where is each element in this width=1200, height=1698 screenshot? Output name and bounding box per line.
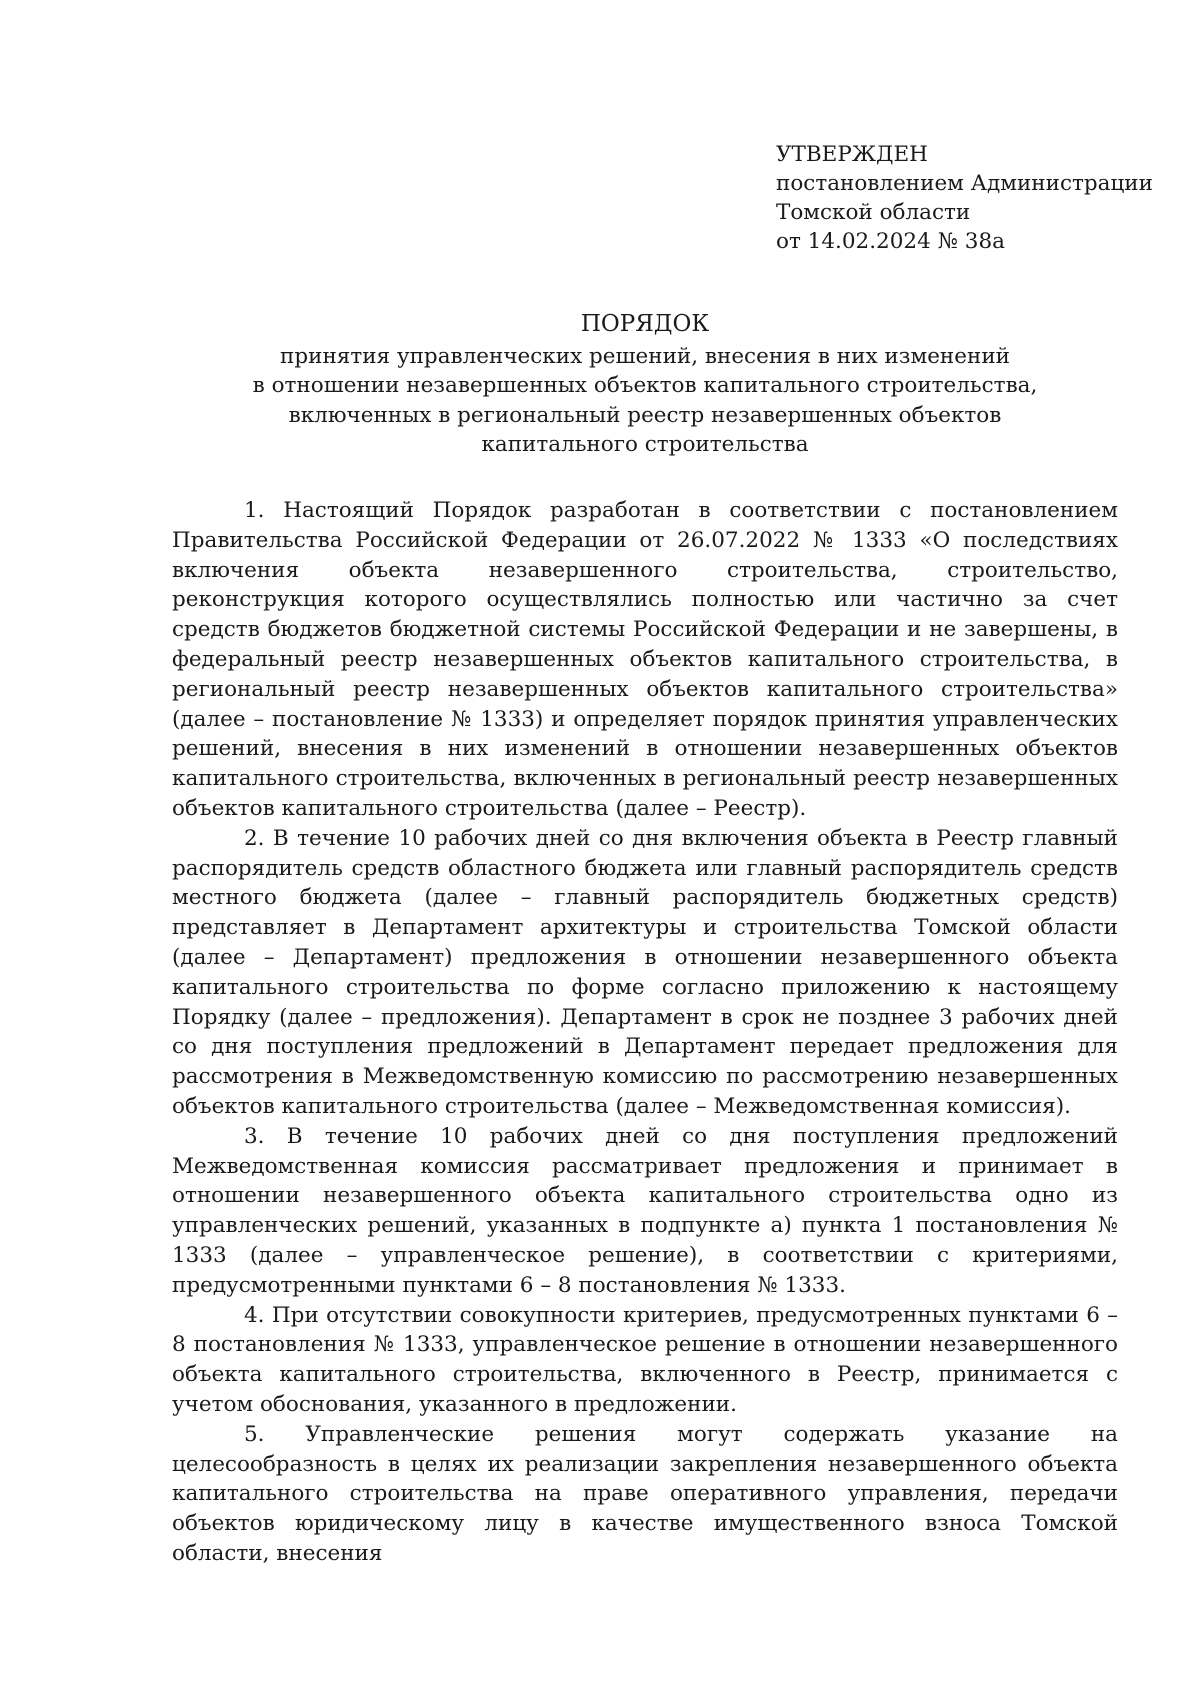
paragraph-4: 4. При отсутствии совокупности критериев, предусмотренных пунктами 6 – 8 постановления № 1333, управленческое решение в отношении незавершенного объекта капитального строительства, включенного в Реестр, принимается с учетом обоснования, указанного в предложении. [172,1302,1118,1417]
paragraph-3: 3. В течение 10 рабочих дней со дня поступления предложений Межведомственная комиссия рассматривает предложения и принимает в отношении незавершенного объекта капитального строительства одно из управленческих решений, указанных в подпункте а) пункта 1 постановления № 1333 (далее – управленческое решение), в соответствии с критериями, предусмотренными пунктами 6 – 8 постановления № 1333. [172,1123,1118,1298]
document-body [172,496,1118,1569]
approval-stamp [776,140,1176,256]
approval-approved: УТВЕРЖДЕН [776,142,928,167]
title-heading: ПОРЯДОК [580,311,710,337]
title-line: в отношении незавершенных объектов капитального строительства, [252,373,1038,398]
approval-by-resolution: постановлением Администрации [776,171,1153,196]
title-line: капитального строительства [481,432,809,457]
title-line: включенных в региональный реестр незавершенных объектов [288,402,1002,428]
paragraph-2: 2. В течение 10 рабочих дней со дня включения объекта в Реестр главный распорядитель средств областного бюджета или главный распорядитель средств местного бюджета (далее – главный распорядитель бюджетных средств) представляет в Департамент архитектуры и строительства Томской области (далее – Департамент) предложения в отношении незавершенного объекта капитального строительства по форме согласно приложению к настоящему Порядку (далее – предложения). Департамент в срок не позднее 3 рабочих дней со дня поступления предложений в Департамент передает предложения для рассмотрения в Межведомственную комиссию по рассмотрению незавершенных объектов капитального строительства (далее – Межведомственная комиссия). [172,825,1118,1119]
document-title [172,310,1118,460]
title-line: принятия управленческих решений, внесения в них изменений [280,343,1010,369]
approval-region: Томской области [776,200,971,225]
paragraph-5: 5. Управленческие решения могут содержать указание на целесообразность в целях их реализации закрепления незавершенного объекта капитального строительства на праве оперативного управления, передачи объектов юридическому лицу в качестве имущественного взноса Томской области, внесения [172,1421,1118,1566]
paragraph-1: 1. Настоящий Порядок разработан в соответствии с постановлением Правительства Российской Федерации от 26.07.2022 № 1333 «О последствиях включения объекта незавершенного строительства, строительство, реконструкция которого осуществлялись полностью или частично за счет средств бюджетов бюджетной системы Российской Федерации и не завершены, в федеральный реестр незавершенных объектов капитального строительства, в региональный реестр незавершенных объектов капитального строительства» (далее – постановление № 1333) и определяет порядок принятия управленческих решений, внесения в них изменений в отношении незавершенных объектов капитального строительства, включенных в региональный реестр незавершенных объектов капитального строительства (далее – Реестр). [172,498,1118,821]
approval-date-number: от 14.02.2024 № 38а [776,229,1005,254]
